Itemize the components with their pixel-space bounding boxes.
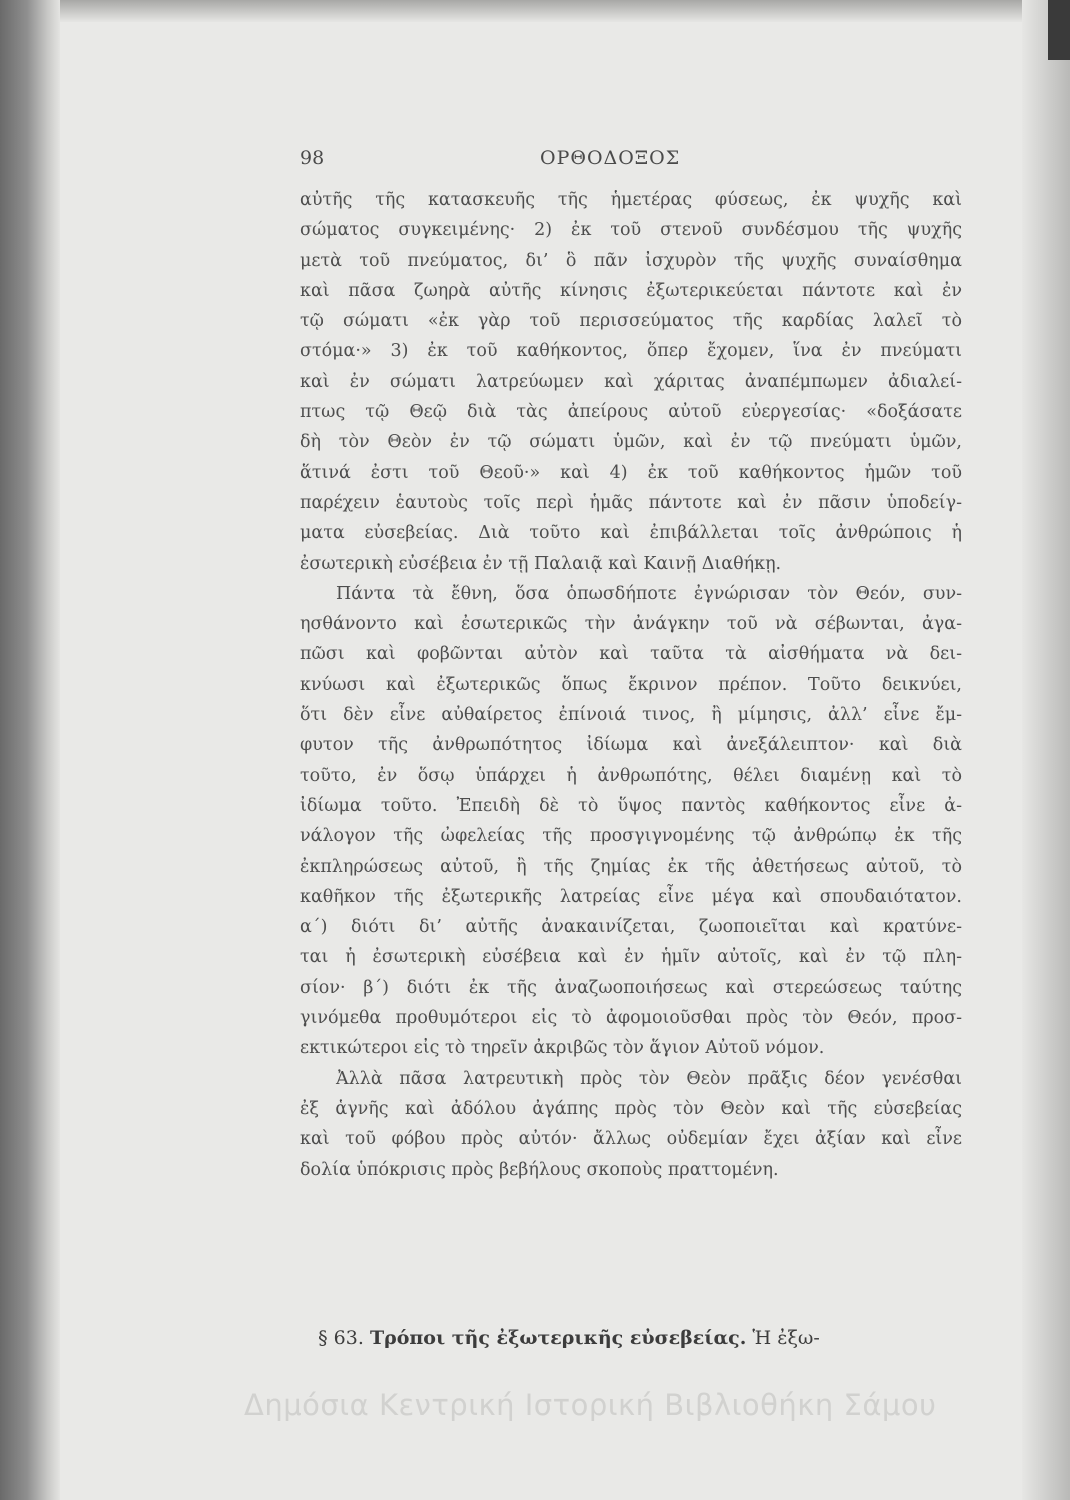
text-line: στόμα·» 3) ἐκ τοῦ καθήκοντος, ὅπερ ἔχομεν, ἵνα ἐν πνεύματι: [300, 341, 962, 362]
text-line: πτως τῷ Θεῷ διὰ τὰς ἀπείρους αὐτοῦ εὐεργεσίας· «δοξάσατε: [300, 402, 962, 423]
section-title: Τρόποι τῆς ἐξωτερικῆς εὐσεβείας.: [369, 1327, 747, 1349]
paragraph-start-line: Πάντα τὰ ἔθνη, ὅσα ὁπωσδήποτε ἐγνώρισαν τὸν Θεόν, συν-: [336, 583, 962, 604]
text-line: ἰδίωμα τοῦτο. Ἐπειδὴ δὲ τὸ ὕψος παντὸς καθήκοντος εἶνε ἀ-: [300, 795, 962, 816]
running-title: ΟΡΘΟΔΟΞΟΣ: [540, 147, 681, 169]
right-corner-shadow: [1048, 0, 1070, 60]
text-line: καὶ τοῦ φόβου πρὸς αὐτόν· ἄλλως οὐδεμίαν ἔχει ἀξίαν καὶ εἶνε: [300, 1129, 962, 1150]
section-continuation: Ἡ ἐξω-: [752, 1327, 820, 1349]
text-line: παρέχειν ἑαυτοὺς τοῖς περὶ ἡμᾶς πάντοτε καὶ ἐν πᾶσιν ὑποδείγ-: [300, 492, 962, 513]
text-line: γινόμεθα προθυμότεροι εἰς τὸ ἀφομοιοῦσθαι πρὸς τὸν Θεόν, προσ-: [300, 1008, 962, 1029]
section-heading: [300, 1320, 962, 1356]
text-line: σίον· β΄) διότι ἐκ τῆς ἀναζωοποιήσεως καὶ στερεώσεως ταύτης: [300, 977, 962, 998]
text-line: ἐξ ἁγνῆς καὶ ἀδόλου ἀγάπης πρὸς τὸν Θεὸν καὶ τῆς εὐσεβείας: [300, 1098, 962, 1119]
text-line: φυτον τῆς ἀνθρωπότητος ἰδίωμα καὶ ἀνεξάλειπτον· καὶ διὰ: [300, 735, 962, 756]
library-watermark: Δημόσια Κεντρική Ιστορική Βιβλιοθήκη Σάμου: [244, 1388, 937, 1422]
text-line: καὶ ἐν σώματι λατρεύωμεν καὶ χάριτας ἀναπέμπωμεν ἀδιαλεί-: [300, 371, 962, 392]
paragraph-start-line: Ἀλλὰ πᾶσα λατρευτικὴ πρὸς τὸν Θεὸν πρᾶξις δέον γενέσθαι: [336, 1068, 962, 1089]
text-line: ματα εὐσεβείας. Διὰ τοῦτο καὶ ἐπιβάλλεται τοῖς ἀνθρώποις ἡ: [300, 523, 962, 544]
text-line: τῷ σώματι «ἐκ γὰρ τοῦ περισσεύματος τῆς καρδίας λαλεῖ τὸ: [300, 311, 962, 332]
text-line: δολία ὑπόκρισις πρὸς βεβήλους σκοποὺς πραττομένη.: [300, 1159, 779, 1180]
text-line: ἐσωτερικὴ εὐσέβεια ἐν τῇ Παλαιᾷ καὶ Καινῇ Διαθήκῃ.: [300, 553, 782, 574]
text-line: κνύωσι καὶ ἐξωτερικῶς ὅπως ἔκρινον πρέπον. Τοῦτο δεικνύει,: [300, 674, 962, 695]
text-line: δὴ τὸν Θεὸν ἐν τῷ σώματι ὑμῶν, καὶ ἐν τῷ πνεύματι ὑμῶν,: [300, 432, 962, 453]
text-line: σώματος συγκειμένης· 2) ἐκ τοῦ στενοῦ συνδέσμου τῆς ψυχῆς: [300, 220, 962, 241]
text-line: εκτικώτεροι εἰς τὸ τηρεῖν ἀκριβῶς τὸν ἅγιον Αὐτοῦ νόμον.: [300, 1038, 825, 1059]
page-header: [300, 147, 955, 177]
text-line: ἅτινά ἐστι τοῦ Θεοῦ·» καὶ 4) ἐκ τοῦ καθήκοντος ἡμῶν τοῦ: [300, 462, 962, 483]
text-line: α΄) διότι δι’ αὐτῆς ἀνακαινίζεται, ζωοποιεῖται καὶ κρατύνε-: [300, 917, 962, 938]
text-line: αὐτῆς τῆς κατασκευῆς τῆς ἡμετέρας φύσεως, ἐκ ψυχῆς καὶ: [300, 190, 962, 210]
text-line: ησθάνοντο καὶ ἐσωτερικῶς τὴν ἀνάγκην τοῦ νὰ σέβωνται, ἀγα-: [300, 614, 962, 635]
left-page-edge: [0, 0, 60, 1500]
text-line: καθῆκον τῆς ἐξωτερικῆς λατρείας εἶνε μέγα καὶ σπουδαιότατον.: [300, 886, 962, 907]
text-line: νάλογον τῆς ὠφελείας τῆς προσγιγνομένης τῷ ἀνθρώπῳ ἐκ τῆς: [300, 826, 962, 847]
section-number: § 63.: [318, 1327, 364, 1349]
text-line: πῶσι καὶ φοβῶνται αὐτὸν καὶ ταῦτα τὰ αἰσθήματα νὰ δει-: [300, 644, 962, 665]
body-text: [300, 185, 962, 1185]
page-number: 98: [300, 147, 325, 169]
text-line: τοῦτο, ἐν ὅσῳ ὑπάρχει ἡ ἀνθρωπότης, θέλει διαμένῃ καὶ τὸ: [300, 765, 962, 786]
text-line: μετὰ τοῦ πνεύματος, δι’ ὃ πᾶν ἰσχυρὸν τῆς ψυχῆς συναίσθημα: [300, 250, 962, 271]
text-line: ἐκπληρώσεως αὐτοῦ, ἢ τῆς ζημίας ἐκ τῆς ἀθετήσεως αὐτοῦ, τὸ: [300, 856, 962, 877]
right-page-edge: [1022, 0, 1070, 1500]
top-page-edge: [0, 0, 1070, 22]
text-line: ται ἡ ἐσωτερικὴ εὐσέβεια καὶ ἐν ἡμῖν αὐτοῖς, καὶ ἐν τῷ πλη-: [300, 947, 962, 968]
text-line: ὅτι δὲν εἶνε αὐθαίρετος ἐπίνοιά τινος, ἢ μίμησις, ἀλλ’ εἶνε ἔμ-: [300, 705, 962, 726]
text-line: καὶ πᾶσα ζωηρὰ αὐτῆς κίνησις ἐξωτερικεύεται πάντοτε καὶ ἐν: [300, 280, 962, 301]
